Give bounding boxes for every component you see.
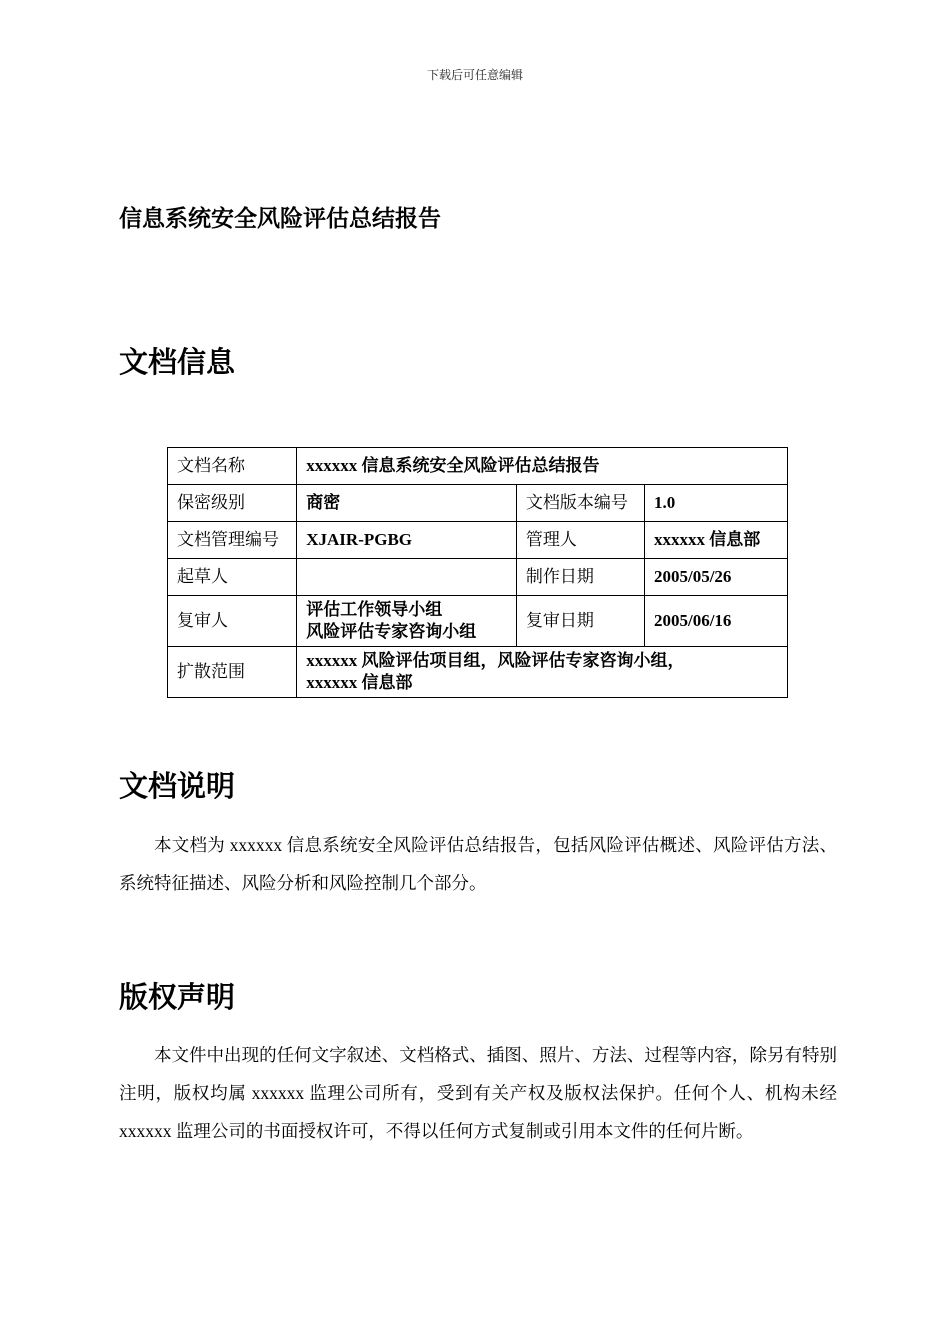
section-heading-doc-description: 文档说明 xyxy=(119,771,236,803)
section-heading-doc-info: 文档信息 xyxy=(119,347,236,379)
page-header-note: 下载后可任意编辑 xyxy=(426,68,523,82)
table-row xyxy=(168,485,788,522)
secrecy-label: 保密级别 xyxy=(168,485,297,522)
review-date-value: 2005/06/16 xyxy=(644,596,787,647)
manager-label: 管理人 xyxy=(516,522,644,559)
scope-value xyxy=(297,647,788,698)
made-date-label: 制作日期 xyxy=(516,559,644,596)
table-row xyxy=(168,596,788,647)
mgmt-no-value: XJAIR-PGBG xyxy=(297,522,517,559)
scope-label: 扩散范围 xyxy=(168,647,297,698)
scope-value-line: xxxxxx 信息部 xyxy=(306,673,413,692)
version-label: 文档版本编号 xyxy=(516,485,644,522)
drafter-label: 起草人 xyxy=(168,559,297,596)
description-paragraph: 本文档为 xxxxxx 信息系统安全风险评估总结报告，包括风险评估概述、风险评估方法、系统特征描述、风险分析和风险控制几个部分。 xyxy=(119,835,837,893)
review-date-label: 复审日期 xyxy=(516,596,644,647)
reviewer-value xyxy=(297,596,517,647)
drafter-value xyxy=(297,559,517,596)
made-date-value: 2005/05/26 xyxy=(644,559,787,596)
table-row xyxy=(168,448,788,485)
reviewer-label: 复审人 xyxy=(168,596,297,647)
mgmt-no-label: 文档管理编号 xyxy=(168,522,297,559)
manager-value: xxxxxx 信息部 xyxy=(644,522,787,559)
version-value: 1.0 xyxy=(644,485,787,522)
table-row xyxy=(168,522,788,559)
section-heading-copyright: 版权声明 xyxy=(119,982,236,1014)
table-row xyxy=(168,559,788,596)
table-row xyxy=(168,647,788,698)
doc-name-value: xxxxxx 信息系统安全风险评估总结报告 xyxy=(297,448,788,485)
secrecy-value: 商密 xyxy=(297,485,517,522)
document-title: 信息系统安全风险评估总结报告 xyxy=(119,206,441,231)
reviewer-value-line: 评估工作领导小组 xyxy=(306,600,443,619)
copyright-paragraph: 本文件中出现的任何文字叙述、文档格式、插图、照片、方法、过程等内容，除另有特别注明，版权均属 xxxxxx 监理公司所有，受到有关产权及版权法保护。任何个人、机构未经 xxxxxx 监理公司的书面授权许可，不得以任何方式复制或引用本文件的任何片断。 xyxy=(119,1045,837,1141)
doc-info-table xyxy=(167,447,788,698)
scope-value-line: xxxxxx 风险评估项目组，风险评估专家咨询小组， xyxy=(306,651,685,670)
doc-name-label: 文档名称 xyxy=(168,448,297,485)
reviewer-value-line: 风险评估专家咨询小组 xyxy=(306,622,477,641)
